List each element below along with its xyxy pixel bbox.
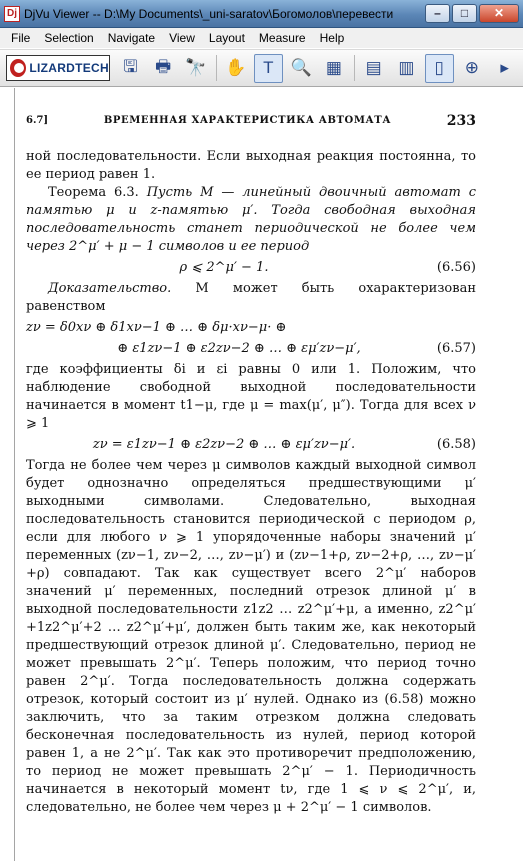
equation-body: ρ ⩽ 2^μ′ − 1.	[179, 260, 269, 275]
minimize-button[interactable]: –	[425, 4, 450, 23]
theorem-body: Пусть M — линейный двоичный автомат с памятью μ и z-памятью μ′. Тогда свободная выходная последовательность станет периодической не более чем через 2^μ′ + μ − 1 символов и ее период	[26, 185, 476, 254]
lizardtech-logo-text: LIZARDTECH	[29, 61, 109, 75]
running-header	[26, 112, 476, 130]
print-icon[interactable]: 🖶	[155, 56, 172, 76]
menu-layout[interactable]: Layout	[208, 31, 245, 45]
title-bar	[0, 0, 523, 28]
menu-help[interactable]: Help	[319, 31, 345, 45]
lizardtech-logo-icon	[10, 59, 26, 77]
document-page	[26, 112, 476, 817]
find-icon[interactable]: 🔭	[185, 58, 207, 77]
djvu-app-icon: Dj	[4, 6, 20, 22]
running-title: ВРЕМЕННАЯ ХАРАКТЕРИСТИКА АВТОМАТА	[103, 115, 392, 126]
proof-heading: Доказательство.	[48, 281, 172, 296]
maximize-button[interactable]: □	[452, 4, 477, 23]
equation-6-58	[26, 436, 476, 454]
menu-navigate[interactable]: Navigate	[107, 31, 156, 45]
toolbar-separator	[354, 55, 355, 81]
more-icon[interactable]: ▸	[500, 58, 509, 77]
toolbar-separator	[216, 55, 217, 81]
paragraph: где коэффициенты δi и εi равны 0 или 1. Положим, что наблюдение свободной выходной последовательности начинается в момент t1−μ, где μ = max(μ′, μ″). Тогда для всех ν ⩾ 1	[26, 362, 476, 431]
equation-6-57-line2	[26, 340, 476, 358]
text-select-icon[interactable]: T	[254, 54, 283, 83]
save-icon[interactable]: 🖫	[123, 56, 138, 76]
equation-body: ⊕ ε1zν−1 ⊕ ε2zν−2 ⊕ … ⊕ εμ′zν−μ′,	[117, 341, 361, 356]
close-button[interactable]: ✕	[479, 4, 519, 23]
menu-measure[interactable]: Measure	[258, 31, 306, 45]
equation-body: zν = ε1zν−1 ⊕ ε2zν−2 ⊕ … ⊕ εμ′zν−μ′.	[92, 437, 356, 452]
menu-view[interactable]: View	[169, 31, 195, 45]
hand-icon[interactable]: ✋	[225, 58, 247, 77]
equation-6-56	[26, 259, 476, 277]
toolbar	[0, 49, 523, 87]
page-edge	[14, 88, 15, 861]
page-view-icon[interactable]: ▯	[425, 54, 454, 83]
equation-number: (6.58)	[436, 437, 476, 452]
proof-body: M может быть охарактеризован равенством	[26, 281, 476, 314]
menu-selection[interactable]: Selection	[44, 31, 94, 45]
equation-6-57-line1	[26, 319, 476, 337]
single-page-icon[interactable]: ▤	[365, 58, 382, 77]
equation-number: (6.56)	[436, 260, 476, 275]
menu-file[interactable]: File	[11, 31, 31, 45]
equation-body: zν = δ0xν ⊕ δ1xν−1 ⊕ … ⊕ δμ·xν−μ· ⊕	[26, 320, 287, 335]
section-number: 6.7]	[26, 115, 49, 126]
zoom-in-icon[interactable]: ⊕	[464, 58, 479, 77]
continuous-icon[interactable]: ▥	[398, 58, 415, 77]
equation-number: (6.57)	[436, 341, 476, 356]
paragraph: ной последовательности. Если выходная реакция постоянна, то ее период равен 1.	[26, 149, 476, 182]
paragraph: Тогда не более чем через μ символов каждый выходной символ будет однозначно определяться предшествующими μ′ выходными символами. Следовательно, выходная последовательность становится периодической с периодом ρ, если для любого ν ⩾ 1 упорядоченные наборы значений μ′ переменных (zν−1, zν−2, …, zν−μ′) и (zν−1+ρ, zν−2+ρ, …, zν−μ′+ρ) совпадают. Так как существует всего 2^μ′ наборов значений μ′ переменных, последний отрезок длиной μ′ в выходной последовательности z1z2 … z2^μ′+μ, а именно, z2^μ′+1z2^μ′+2 … z2^μ′+μ′, должен быть таким же, как некоторый предшествующий отрезок длиной μ′. Следовательно, период не может превышать 2^μ′. Теперь положим, что период точно равен 2^μ′. Тогда последовательность должна содержать отрезок, который состоит из μ′ нулей. Однако из (6.58) можно заключить, что за таким отрезком должна следовать бесконечная последовательность из нулей, период которой равен 1, а не 2^μ′. Так как это противоречит предположению, то период не может превышать 2^μ′ − 1. Периодичность начинается в некоторый момент tν, где 1 ⩽ ν ⩽ 2^μ′, и, следовательно, не более чем через μ + 2^μ′ − 1 символов.	[26, 458, 476, 815]
proof	[26, 280, 476, 316]
zoom-icon[interactable]: 🔍	[290, 58, 312, 77]
page-number: 233	[446, 113, 476, 129]
window-title: DjVu Viewer -- D:\My Documents\_uni-saratov\Богомолов\перевести	[24, 6, 394, 21]
theorem	[26, 184, 476, 256]
lizardtech-logo[interactable]	[6, 55, 110, 81]
theorem-heading: Теорема 6.3.	[48, 185, 139, 200]
region-select-icon[interactable]: ▦	[325, 58, 342, 77]
menu-bar	[0, 28, 523, 48]
document-view[interactable]	[0, 88, 523, 861]
